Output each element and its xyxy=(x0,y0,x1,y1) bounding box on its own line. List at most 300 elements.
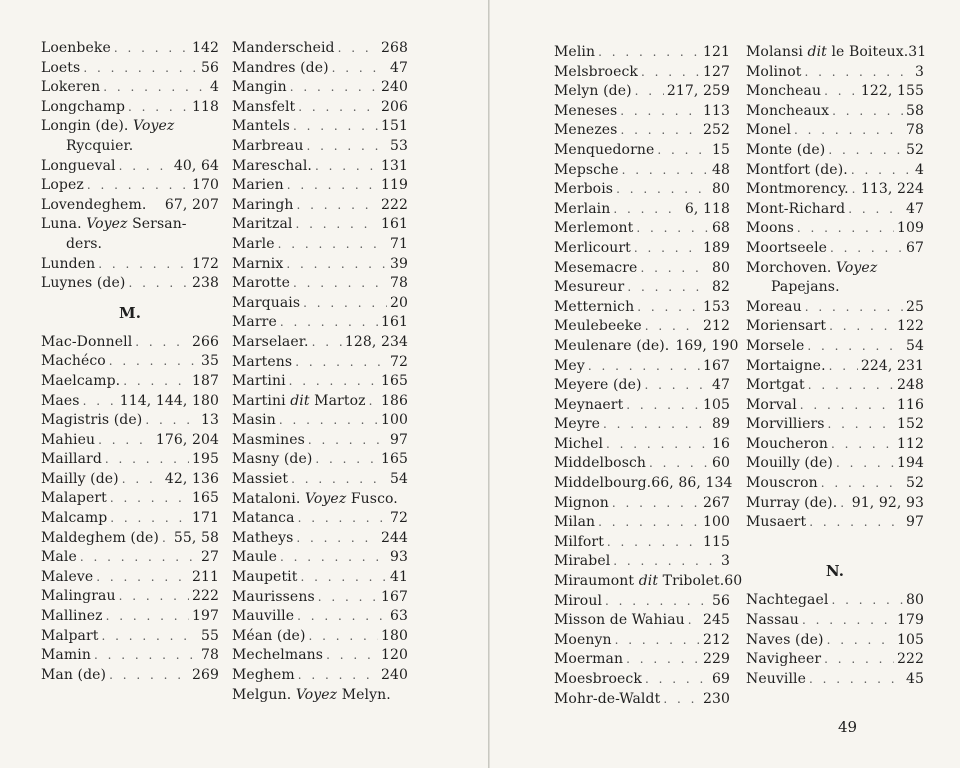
entry-continuation: Papejans. xyxy=(771,279,840,296)
index-entry xyxy=(232,588,408,608)
index-entry xyxy=(746,161,924,181)
entry-name xyxy=(554,82,632,102)
index-entry xyxy=(746,219,924,239)
entry-name xyxy=(232,157,312,177)
entry-name xyxy=(746,376,805,396)
entry-name-text: Meulenare (de). xyxy=(554,337,670,354)
entry-name-text: Nachtegael xyxy=(746,592,829,609)
entry-name xyxy=(41,587,116,607)
entry-name xyxy=(554,121,617,141)
leader-dots xyxy=(315,450,378,470)
entry-name-text: Mallinez xyxy=(41,608,103,625)
page-ref: 179 xyxy=(896,612,924,629)
page-ref: 212 xyxy=(702,318,730,335)
index-entry xyxy=(232,392,408,412)
index-entry xyxy=(554,494,730,514)
page-ref: 161 xyxy=(380,216,408,233)
entry-name xyxy=(746,43,908,63)
leader-dots xyxy=(289,372,378,392)
leader-dots xyxy=(607,533,700,553)
index-entry xyxy=(746,317,924,337)
entry-name-text: Lokeren xyxy=(41,79,101,96)
index-entry xyxy=(41,59,219,79)
entry-name-text: Mesureur xyxy=(554,279,625,296)
page-ref: 6, 118 xyxy=(684,200,730,217)
page-ref: 93 xyxy=(389,549,408,566)
index-entry xyxy=(554,200,730,220)
leader-dots xyxy=(297,607,387,627)
page-ref: 55 xyxy=(200,627,219,644)
leader-dots xyxy=(613,200,682,220)
entry-name-text: Lopez xyxy=(41,177,84,194)
index-entry xyxy=(554,161,730,181)
entry-name-text: Méan (de) xyxy=(232,627,306,644)
leader-dots xyxy=(83,392,117,412)
see-also: Voyez xyxy=(304,490,347,507)
entry-name xyxy=(554,650,623,670)
leader-dots xyxy=(308,431,387,451)
entry-name-text: Luynes (de) xyxy=(41,275,126,292)
index-entry xyxy=(41,352,219,372)
index-entry xyxy=(232,157,408,177)
entry-name xyxy=(554,141,654,161)
entry-name xyxy=(232,313,277,333)
entry-name-text: Milan xyxy=(554,514,596,531)
entry-name-text: Monte (de) xyxy=(746,141,826,158)
leader-dots xyxy=(829,357,858,377)
page-ref: 252 xyxy=(702,122,730,139)
entry-name xyxy=(554,102,617,122)
entry-dit: dit xyxy=(290,392,310,409)
entry-name-text: Mandres (de) xyxy=(232,59,329,76)
page-ref: 222 xyxy=(191,588,219,605)
leader-dots xyxy=(852,180,858,200)
entry-name-text: Murray (de). xyxy=(746,494,838,511)
page-ref: 78 xyxy=(389,275,408,292)
page-ref: 122, 155 xyxy=(860,83,924,100)
index-entry xyxy=(746,121,924,141)
page-ref: 52 xyxy=(905,475,924,492)
index-entry xyxy=(41,98,219,118)
entry-name-text: Mesemacre xyxy=(554,259,638,276)
page-ref: 47 xyxy=(905,200,924,217)
entry-name-text: Male xyxy=(41,549,77,566)
page-ref: 195 xyxy=(191,451,219,468)
entry-name xyxy=(746,219,794,239)
index-entry xyxy=(232,98,408,118)
page-ref: 71 xyxy=(389,235,408,252)
page-ref: 20 xyxy=(389,294,408,311)
entry-name-text: Mamin xyxy=(41,647,91,664)
index-entry xyxy=(554,396,730,416)
index-entry xyxy=(746,200,924,220)
index-entry xyxy=(232,353,408,373)
index-entry xyxy=(41,568,219,588)
index-entry xyxy=(232,235,408,255)
index-entry xyxy=(41,392,219,412)
entry-name-text: Moesbroeck xyxy=(554,671,642,687)
entry-name-text: Mohr-de-Waldt xyxy=(554,690,661,707)
entry-name-text: Moenyn xyxy=(554,631,612,648)
index-entry xyxy=(232,490,408,510)
page-ref: 52 xyxy=(905,141,924,158)
page-ref: 122 xyxy=(896,318,924,335)
leader-dots xyxy=(296,529,378,549)
see-also: Voyez xyxy=(86,216,128,233)
entry-name xyxy=(554,43,595,63)
index-entry xyxy=(746,591,924,611)
index-entry xyxy=(746,670,924,690)
page-ref: 47 xyxy=(711,377,730,394)
index-entry xyxy=(746,180,924,200)
index-entry xyxy=(746,259,924,279)
leader-dots xyxy=(805,63,912,83)
leader-dots xyxy=(645,317,700,337)
index-entry xyxy=(232,137,408,157)
leader-dots xyxy=(626,396,700,416)
entry-name xyxy=(232,666,295,686)
leader-dots xyxy=(303,294,387,314)
page-ref: 131 xyxy=(380,157,408,174)
leader-dots xyxy=(103,78,207,98)
leader-dots xyxy=(280,548,387,568)
entry-name-text: Malpart xyxy=(41,627,99,644)
entry-name-text: Maelcamp. xyxy=(41,372,121,389)
index-entry xyxy=(232,294,408,314)
entry-name-text: Martens xyxy=(232,353,293,370)
page-ref: 97 xyxy=(389,431,408,448)
entry-name xyxy=(554,533,604,553)
entry-name xyxy=(746,298,802,318)
spacer xyxy=(746,533,924,553)
index-entry xyxy=(554,650,730,670)
page-ref: 194 xyxy=(896,455,924,472)
page-ref: 89 xyxy=(711,416,730,433)
entry-name xyxy=(554,552,610,572)
index-entry xyxy=(746,357,924,377)
entry-name xyxy=(41,470,119,490)
entry-name-text: Montfort (de). xyxy=(746,161,848,178)
page-ref: 105 xyxy=(896,631,924,648)
entry-name xyxy=(746,259,877,279)
entry-name-text: Menquedorne xyxy=(554,141,655,158)
entry-name xyxy=(554,180,613,200)
entry-name-text: Moriensart xyxy=(746,318,827,335)
entry-name-text: Musaert xyxy=(746,514,807,531)
entry-name-text: Moncheaux xyxy=(746,102,830,119)
leader-dots xyxy=(613,552,718,572)
page-ref: 54 xyxy=(905,337,924,354)
page-ref: 47 xyxy=(389,59,408,76)
index-entry xyxy=(41,431,219,451)
entry-name xyxy=(554,611,685,631)
leader-dots xyxy=(828,415,894,435)
index-entry xyxy=(232,548,408,568)
index-entry xyxy=(554,121,730,141)
entry-name-suffix: Tribolet. xyxy=(662,573,725,590)
page-ref: 121 xyxy=(702,44,730,60)
page-ref: 120 xyxy=(380,647,408,664)
entry-name xyxy=(746,337,804,357)
page-ref: 56 xyxy=(200,59,219,76)
page-ref: 3 xyxy=(720,553,730,570)
entry-name xyxy=(232,411,276,431)
page-ref: 39 xyxy=(389,255,408,272)
entry-name-text: Naves (de) xyxy=(746,631,824,648)
page-ref: 165 xyxy=(191,490,219,507)
page-ref: 211 xyxy=(191,568,219,585)
page-ref: 53 xyxy=(389,137,408,154)
entry-name xyxy=(554,278,624,298)
page-ref: 72 xyxy=(389,353,408,370)
leader-dots xyxy=(123,372,189,392)
index-entry xyxy=(554,474,733,494)
page-ref: 67, 207 xyxy=(164,196,219,213)
entry-name-suffix: Martoz xyxy=(314,392,366,409)
index-entry xyxy=(746,396,924,416)
index-entry xyxy=(554,141,730,161)
entry-name xyxy=(554,259,637,279)
index-entry xyxy=(41,470,219,490)
entry-name-text: Loenbeke xyxy=(41,40,111,56)
index-entry xyxy=(554,611,730,631)
entry-name-text: Longchamp xyxy=(41,98,126,115)
entry-name xyxy=(232,137,303,157)
entry-name-text: Montmorency. xyxy=(746,181,849,198)
index-entry xyxy=(554,690,730,710)
index-entry xyxy=(554,552,730,572)
entry-name xyxy=(41,78,100,98)
page-ref: 230 xyxy=(702,690,730,707)
leader-dots xyxy=(605,592,709,612)
leader-dots xyxy=(338,39,378,59)
entry-name xyxy=(554,670,642,690)
see-also-target: Fusco. xyxy=(350,490,398,507)
index-entry xyxy=(746,631,924,651)
entry-dit: dit xyxy=(807,44,827,60)
entry-name xyxy=(41,176,84,196)
leader-dots xyxy=(641,63,700,83)
page-ref: 55, 58 xyxy=(173,529,219,546)
leader-dots xyxy=(824,650,894,670)
leader-dots xyxy=(369,392,378,412)
index-entry xyxy=(554,239,730,259)
index-entry xyxy=(554,376,730,396)
entry-name xyxy=(554,161,619,181)
index-entry xyxy=(232,39,408,59)
entry-name-text: Moortseele xyxy=(746,239,828,256)
entry-name-text: Moons xyxy=(746,220,794,237)
page-ref: 15 xyxy=(711,141,730,158)
leader-dots xyxy=(688,611,700,631)
entry-name xyxy=(746,102,829,122)
entry-name-text: Melin xyxy=(554,44,596,60)
index-entry xyxy=(232,666,408,686)
index-entry xyxy=(554,82,730,102)
entry-name xyxy=(554,592,602,612)
index-column-2 xyxy=(232,39,408,705)
leader-dots xyxy=(87,176,189,196)
leader-dots xyxy=(829,317,894,337)
leader-dots xyxy=(794,121,903,141)
page-ref: 78 xyxy=(200,647,219,664)
index-entry xyxy=(232,176,408,196)
index-entry xyxy=(554,317,730,337)
entry-name xyxy=(746,474,818,494)
entry-name-text: Lovendeghem. xyxy=(41,196,147,213)
see-also-target: Melyn. xyxy=(341,686,391,703)
leader-dots xyxy=(805,298,903,318)
page-ref: 116 xyxy=(896,396,924,413)
page-ref: 180 xyxy=(380,627,408,644)
entry-name-text: Morval xyxy=(746,396,797,413)
entry-name-text: Mangin xyxy=(232,79,287,96)
entry-name-text: Navigheer xyxy=(746,651,822,668)
leader-dots xyxy=(657,141,709,161)
entry-name xyxy=(554,631,612,651)
page-ref: 82 xyxy=(711,279,730,296)
right-page xyxy=(490,0,960,768)
entry-name xyxy=(232,39,335,59)
index-entry xyxy=(232,646,408,666)
leader-dots xyxy=(105,450,189,470)
page-ref: 176, 204 xyxy=(155,431,219,448)
page-ref: 268 xyxy=(380,40,408,56)
entry-name xyxy=(554,690,660,710)
entry-name xyxy=(746,317,826,337)
entry-name xyxy=(232,529,293,549)
entry-name-text: Nassau xyxy=(746,612,799,629)
entry-name xyxy=(232,235,275,255)
page-ref: 206 xyxy=(380,98,408,115)
page-ref: 238 xyxy=(191,275,219,292)
index-entry xyxy=(232,607,408,627)
entry-name xyxy=(232,646,323,666)
entry-name-text: Melyn (de) xyxy=(554,83,632,100)
entry-name xyxy=(41,372,120,392)
entry-name xyxy=(232,255,283,275)
index-entry xyxy=(41,196,219,216)
entry-name xyxy=(41,431,95,451)
leader-dots xyxy=(807,337,903,357)
entry-name xyxy=(746,239,827,259)
leader-dots xyxy=(290,78,378,98)
entry-name-text: Marnix xyxy=(232,255,284,272)
index-entry xyxy=(554,278,730,298)
index-entry xyxy=(41,333,219,353)
entry-name xyxy=(746,180,849,200)
entry-name xyxy=(554,494,609,514)
entry-name-text: Milfort xyxy=(554,533,604,550)
page-ref: 41 xyxy=(389,569,408,586)
leader-dots xyxy=(300,568,387,588)
page-ref: 114, 144, 180 xyxy=(119,392,219,409)
entry-name xyxy=(746,631,824,651)
entry-name xyxy=(746,513,806,533)
page-ref: 31 xyxy=(908,44,927,60)
entry-name-text: Massiet xyxy=(232,471,289,488)
entry-name-text: Molansi xyxy=(746,44,803,60)
index-entry xyxy=(746,494,924,514)
index-entry xyxy=(41,176,219,196)
entry-name-text: Moerman xyxy=(554,651,624,668)
index-entry xyxy=(41,78,219,98)
entry-name-text: Marbreau xyxy=(232,137,304,154)
entry-name-text: Matheys xyxy=(232,529,294,546)
entry-name-text: Meyere (de) xyxy=(554,377,642,394)
entry-name-text: Maringh xyxy=(232,196,294,213)
page-ref: 167 xyxy=(702,357,730,374)
leader-dots xyxy=(616,180,709,200)
leader-dots xyxy=(848,200,903,220)
entry-name-text: Moreau xyxy=(746,298,802,315)
index-entry xyxy=(232,411,408,431)
page-ref: 4 xyxy=(209,79,219,96)
leader-dots xyxy=(96,568,189,588)
entry-name xyxy=(41,450,102,470)
page-ref: 187 xyxy=(191,372,219,389)
leader-dots xyxy=(298,509,387,529)
page-ref: 66, 86, 134 xyxy=(651,475,733,492)
entry-name-text: Malapert xyxy=(41,490,107,507)
leader-dots xyxy=(315,157,378,177)
entry-name-suffix: le Boiteux. xyxy=(831,44,909,60)
index-entry xyxy=(41,255,219,275)
entry-name-text: Maupetit xyxy=(232,569,298,586)
entry-name-text: Longin (de). xyxy=(41,118,129,135)
leader-dots xyxy=(809,513,903,533)
index-entry xyxy=(554,63,730,83)
index-entry xyxy=(554,592,730,612)
entry-name xyxy=(232,509,295,529)
leader-dots xyxy=(312,333,342,353)
entry-name-text: Mey xyxy=(554,357,585,374)
index-entry xyxy=(232,255,408,275)
entry-name xyxy=(232,490,398,510)
leader-dots xyxy=(128,274,189,294)
entry-name-text: Manderscheid xyxy=(232,40,335,56)
entry-name xyxy=(41,666,106,686)
leader-dots xyxy=(821,474,903,494)
entry-name-text: Merlain xyxy=(554,200,611,217)
entry-name-text: Maritzal xyxy=(232,216,293,233)
page-ref: 172 xyxy=(191,255,219,272)
leader-dots xyxy=(626,650,700,670)
entry-name xyxy=(232,568,297,588)
index-entry xyxy=(554,180,730,200)
page-ref: 67 xyxy=(905,239,924,256)
leader-dots xyxy=(615,631,700,651)
entry-name xyxy=(232,470,288,490)
index-entry xyxy=(232,509,408,529)
index-entry xyxy=(746,43,927,63)
entry-name xyxy=(232,431,305,451)
page-ref: 197 xyxy=(191,608,219,625)
index-entry xyxy=(232,196,408,216)
entry-name-text: Mont-Richard xyxy=(746,200,846,217)
entry-name-text: Martini xyxy=(232,392,286,409)
page-ref: 3 xyxy=(914,63,924,80)
index-entry xyxy=(232,470,408,490)
entry-name-text: Meneses xyxy=(554,102,618,119)
leader-dots xyxy=(620,121,700,141)
leader-dots xyxy=(280,313,378,333)
entry-name xyxy=(232,274,290,294)
entry-name xyxy=(232,196,294,216)
entry-name-text: Middelbourg. xyxy=(554,475,652,492)
leader-dots xyxy=(332,59,387,79)
page-ref: 100 xyxy=(702,514,730,531)
